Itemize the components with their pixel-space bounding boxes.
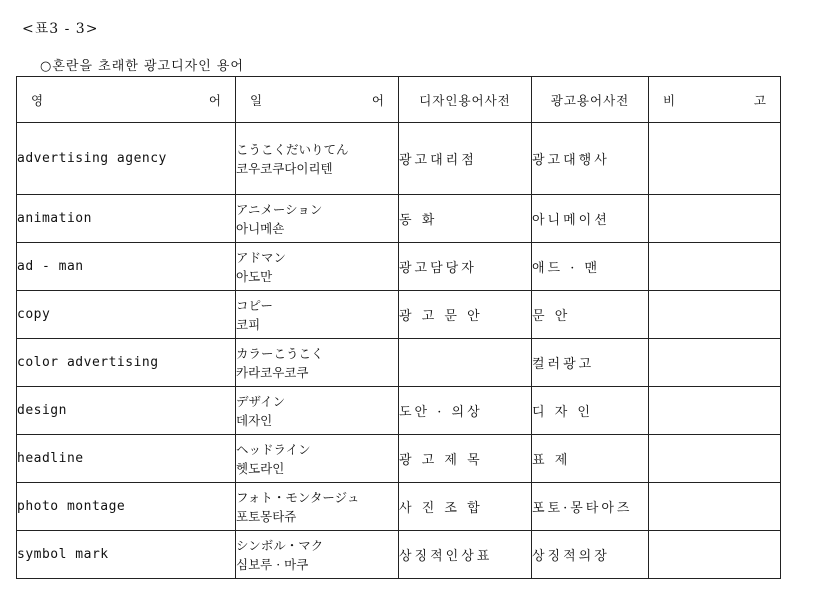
japanese-kana: シンボル・マク bbox=[236, 537, 324, 553]
table-row bbox=[17, 435, 781, 483]
table-row bbox=[17, 123, 781, 195]
ad-dict-term: 포토·몽타아즈 bbox=[532, 483, 649, 531]
japanese-term bbox=[236, 435, 399, 483]
japanese-kana: コピー bbox=[236, 297, 274, 313]
design-dict-term: 광고담당자 bbox=[399, 243, 532, 291]
design-dict-term bbox=[399, 339, 532, 387]
header-note-char-1: 비 bbox=[663, 92, 676, 108]
ad-dict-term: 아니메이션 bbox=[532, 195, 649, 243]
ad-dict-term: 디 자 인 bbox=[532, 387, 649, 435]
header-english-char-1: 영 bbox=[31, 92, 44, 108]
english-term: design bbox=[17, 387, 236, 435]
japanese-kana: こうこくだいりてん bbox=[236, 141, 349, 157]
japanese-term bbox=[236, 483, 399, 531]
header-row bbox=[17, 77, 781, 123]
english-term: advertising agency bbox=[17, 123, 236, 195]
japanese-kana: アニメーション bbox=[236, 201, 323, 217]
design-dict-term: 광고대리점 bbox=[399, 123, 532, 195]
korean-reading: 아도만 bbox=[236, 268, 273, 284]
japanese-kana: ヘッドライン bbox=[236, 441, 311, 457]
note-cell bbox=[649, 531, 781, 579]
design-dict-term: 동 화 bbox=[399, 195, 532, 243]
table-caption: <표3 - 3> bbox=[22, 21, 99, 37]
korean-reading: 포토몽타쥬 bbox=[236, 508, 297, 524]
note-cell bbox=[649, 195, 781, 243]
table-row bbox=[17, 243, 781, 291]
japanese-term bbox=[236, 531, 399, 579]
header-note bbox=[649, 77, 781, 123]
english-term: animation bbox=[17, 195, 236, 243]
note-cell bbox=[649, 291, 781, 339]
japanese-term bbox=[236, 387, 399, 435]
japanese-term bbox=[236, 123, 399, 195]
ad-dict-term: 광고대행사 bbox=[532, 123, 649, 195]
korean-reading: 데자인 bbox=[236, 412, 273, 428]
korean-reading: 코우코쿠다이리텐 bbox=[236, 160, 333, 176]
korean-reading: 아니메숀 bbox=[236, 220, 285, 236]
design-dict-term: 광 고 제 목 bbox=[399, 435, 532, 483]
table-subtitle: ○혼란을 초래한 광고디자인 용어 bbox=[40, 59, 244, 74]
korean-reading: 심보루 · 마쿠 bbox=[236, 556, 309, 572]
japanese-term bbox=[236, 243, 399, 291]
design-dict-term: 상징적인상표 bbox=[399, 531, 532, 579]
japanese-term bbox=[236, 291, 399, 339]
english-term: photo montage bbox=[17, 483, 236, 531]
ad-dict-term: 컬러광고 bbox=[532, 339, 649, 387]
japanese-kana: アドマン bbox=[236, 249, 287, 265]
ad-dict-term: 표 제 bbox=[532, 435, 649, 483]
english-term: color advertising bbox=[17, 339, 236, 387]
english-term: copy bbox=[17, 291, 236, 339]
korean-reading: 카라코우코쿠 bbox=[236, 364, 309, 380]
japanese-term bbox=[236, 339, 399, 387]
header-japanese-char-1: 일 bbox=[250, 92, 263, 108]
table-row bbox=[17, 531, 781, 579]
note-cell bbox=[649, 339, 781, 387]
ad-dict-term: 문 안 bbox=[532, 291, 649, 339]
table-row bbox=[17, 195, 781, 243]
japanese-term bbox=[236, 195, 399, 243]
table-row bbox=[17, 291, 781, 339]
note-cell bbox=[649, 387, 781, 435]
english-term: headline bbox=[17, 435, 236, 483]
design-dict-term: 사 진 조 합 bbox=[399, 483, 532, 531]
header-note-char-2: 고 bbox=[753, 92, 766, 108]
header-japanese-char-2: 어 bbox=[371, 92, 384, 108]
note-cell bbox=[649, 483, 781, 531]
header-design-dict bbox=[399, 77, 532, 123]
japanese-kana: デザイン bbox=[236, 393, 286, 409]
japanese-kana: フォト・モンタージュ bbox=[236, 489, 360, 505]
header-english-char-2: 어 bbox=[208, 92, 221, 108]
english-term: symbol mark bbox=[17, 531, 236, 579]
design-dict-term: 광 고 문 안 bbox=[399, 291, 532, 339]
header-design-dict-label: 디자인용어사전 bbox=[419, 92, 511, 108]
table-row bbox=[17, 339, 781, 387]
note-cell bbox=[649, 123, 781, 195]
table-row bbox=[17, 483, 781, 531]
header-english bbox=[17, 77, 236, 123]
english-term: ad - man bbox=[17, 243, 236, 291]
header-ad-dict-label: 광고용어사전 bbox=[550, 92, 630, 108]
korean-reading: 헷도라인 bbox=[236, 460, 285, 476]
header-ad-dict bbox=[532, 77, 649, 123]
terms-table bbox=[16, 76, 781, 579]
header-japanese bbox=[236, 77, 399, 123]
korean-reading: 코피 bbox=[236, 316, 261, 332]
japanese-kana: カラーこうこく bbox=[236, 345, 324, 361]
table-row bbox=[17, 387, 781, 435]
note-cell bbox=[649, 243, 781, 291]
note-cell bbox=[649, 435, 781, 483]
ad-dict-term: 애드 · 맨 bbox=[532, 243, 649, 291]
design-dict-term: 도안 · 의상 bbox=[399, 387, 532, 435]
ad-dict-term: 상징적의장 bbox=[532, 531, 649, 579]
